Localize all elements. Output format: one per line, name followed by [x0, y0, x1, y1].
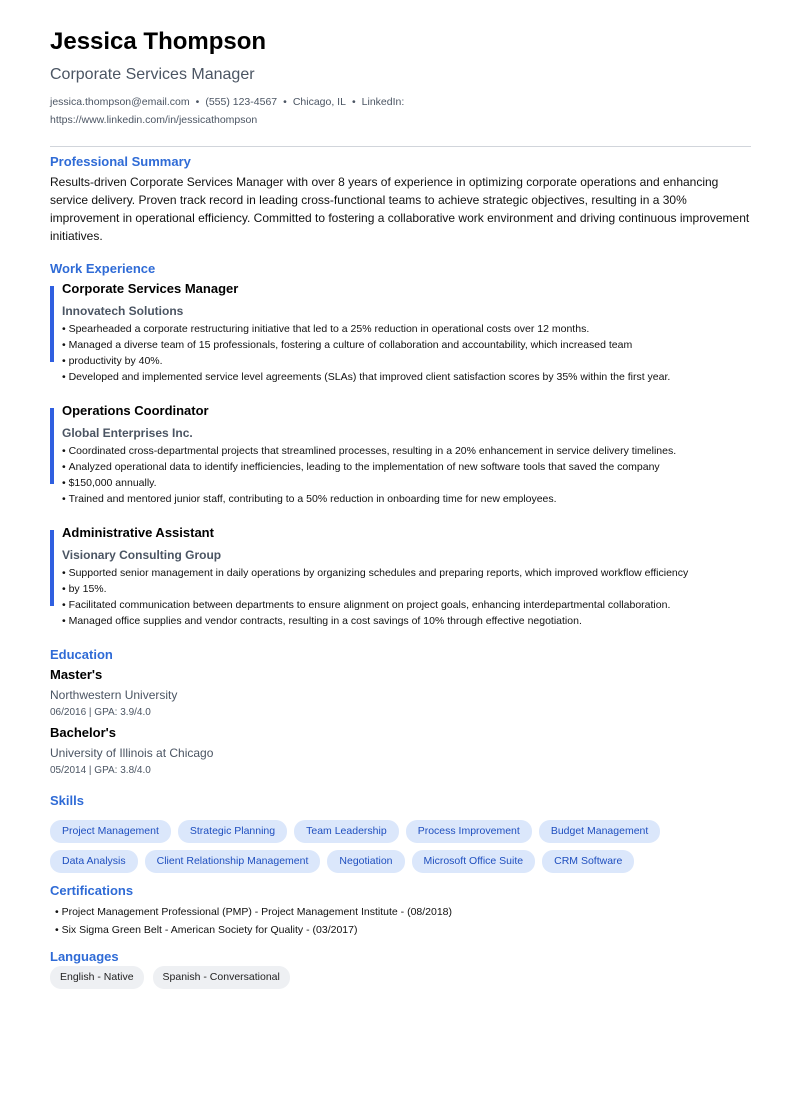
skill-chip: Microsoft Office Suite	[412, 850, 536, 873]
language-chip: English - Native	[50, 966, 144, 989]
section-title-certifications: Certifications	[50, 883, 134, 898]
section-title-languages: Languages	[50, 949, 119, 964]
job-bullet: • Facilitated communication between departments to ensure alignment on project goals, enhancing interdepartmental collaboration.	[62, 597, 702, 613]
job-bullet: • Coordinated cross-departmental projects that streamlined processes, resulting in a 20% enhancement in service delivery timelines.	[62, 443, 702, 459]
job-role: Administrative Assistant	[62, 525, 214, 540]
section-title-skills: Skills	[50, 793, 84, 808]
contact-separator: •	[283, 96, 287, 108]
job-bullets	[62, 321, 702, 385]
certifications-list	[55, 903, 452, 939]
job-accent-bar	[50, 530, 54, 606]
candidate-title: Corporate Services Manager	[50, 66, 255, 83]
job-bullet: • productivity by 40%.	[62, 353, 702, 369]
skill-chip: Process Improvement	[406, 820, 532, 843]
job-bullet: • Trained and mentored junior staff, contributing to a 50% reduction in onboarding time for new employees.	[62, 491, 702, 507]
contact-info	[50, 93, 470, 129]
contact-location: Chicago, IL	[292, 96, 346, 108]
skill-chip: CRM Software	[542, 850, 634, 873]
contact-linkedin-label: LinkedIn:	[361, 96, 405, 108]
certification-item: • Six Sigma Green Belt - American Society for Quality - (03/2017)	[55, 921, 452, 939]
job-bullets	[62, 443, 702, 507]
skill-chip: Project Management	[50, 820, 171, 843]
job-bullet: • Analyzed operational data to identify inefficiencies, leading to the implementation of new software tools that saved the company	[62, 459, 702, 475]
job-accent-bar	[50, 408, 54, 484]
skill-chip: Data Analysis	[50, 850, 138, 873]
section-title-summary: Professional Summary	[50, 154, 191, 169]
job-bullets	[62, 565, 702, 629]
certification-item: • Project Management Professional (PMP) - Project Management Institute - (08/2018)	[55, 903, 452, 921]
education-meta: 05/2014 | GPA: 3.8/4.0	[50, 765, 151, 776]
job-bullet: • Managed a diverse team of 15 professionals, fostering a culture of collaboration and accountability, which increased team	[62, 337, 702, 353]
header-divider	[50, 146, 751, 147]
skills-list	[50, 820, 750, 880]
summary-text: Results-driven Corporate Services Manager with over 8 years of experience in optimizing corporate operations and enhancing service delivery. Proven track record in leading cross-functional teams to achieve strategic objectives, resulting in a 30% improvement in operational efficiency. Committed to fostering a collaborative work environment and driving continuous improvement initiatives.	[50, 175, 750, 243]
education-degree: Master's	[50, 667, 103, 682]
skill-chip: Client Relationship Management	[145, 850, 321, 873]
skill-chip: Team Leadership	[294, 820, 399, 843]
skill-chip: Strategic Planning	[178, 820, 287, 843]
job-bullet: • Developed and implemented service level agreements (SLAs) that improved client satisfaction scores by 35% within the first year.	[62, 369, 702, 385]
job-company: Innovatech Solutions	[62, 304, 184, 318]
skill-chip: Budget Management	[539, 820, 660, 843]
education-school: Northwestern University	[50, 688, 178, 702]
job-accent-bar	[50, 286, 54, 362]
job-bullet: • Supported senior management in daily operations by organizing schedules and preparing reports, which improved workflow efficiency	[62, 565, 702, 581]
contact-phone: (555) 123-4567	[205, 96, 278, 108]
contact-linkedin-url[interactable]: https://www.linkedin.com/in/jessicathompson	[50, 114, 258, 126]
language-chip: Spanish - Conversational	[153, 966, 290, 989]
job-bullet: • Spearheaded a corporate restructuring initiative that led to a 25% reduction in operational costs over 12 months.	[62, 321, 702, 337]
job-bullet: • by 15%.	[62, 581, 702, 597]
job-role: Corporate Services Manager	[62, 281, 239, 296]
section-title-education: Education	[50, 647, 113, 662]
education-degree: Bachelor's	[50, 725, 116, 740]
skill-chip: Negotiation	[327, 850, 404, 873]
job-bullet: • $150,000 annually.	[62, 475, 702, 491]
contact-separator: •	[195, 96, 200, 108]
candidate-name: Jessica Thompson	[50, 28, 267, 55]
education-school: University of Illinois at Chicago	[50, 746, 214, 760]
contact-separator: •	[351, 96, 356, 108]
job-bullet: • Managed office supplies and vendor contracts, resulting in a cost savings of 10% through effective negotiation.	[62, 613, 702, 629]
job-role: Operations Coordinator	[62, 403, 209, 418]
contact-email[interactable]: jessica.thompson@email.com	[50, 96, 190, 108]
education-meta: 06/2016 | GPA: 3.9/4.0	[50, 707, 151, 718]
job-company: Visionary Consulting Group	[62, 548, 222, 562]
section-title-experience: Work Experience	[50, 261, 156, 276]
job-company: Global Enterprises Inc.	[62, 426, 193, 440]
languages-list	[50, 966, 750, 996]
